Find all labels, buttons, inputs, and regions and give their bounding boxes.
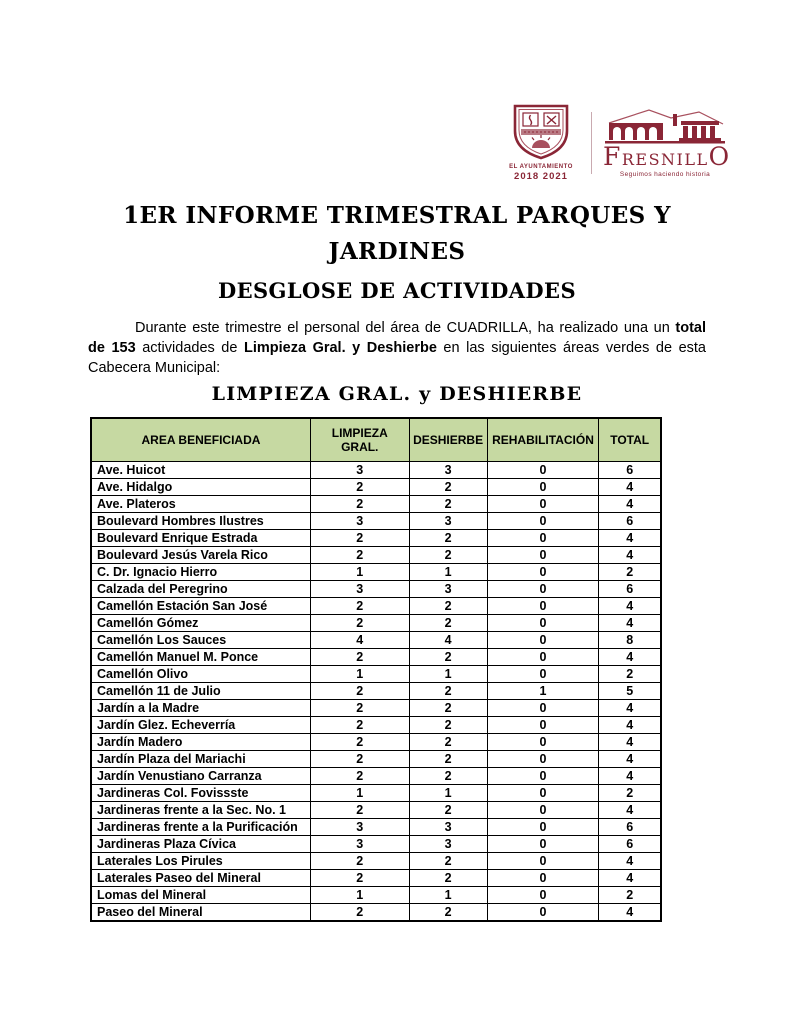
value-cell: 4 — [599, 496, 661, 513]
value-cell: 3 — [409, 819, 487, 836]
table-row — [91, 700, 661, 717]
table-row — [91, 462, 661, 479]
crest-caption: EL AYUNTAMIENTO — [509, 164, 573, 170]
value-cell: 1 — [409, 564, 487, 581]
table-row — [91, 649, 661, 666]
value-cell: 0 — [487, 887, 599, 904]
column-header: DESHIERBE — [409, 418, 487, 462]
value-cell: 0 — [487, 513, 599, 530]
column-header: LIMPIEZA GRAL. — [310, 418, 409, 462]
value-cell: 4 — [599, 547, 661, 564]
paragraph-segment: actividades de — [135, 340, 244, 356]
value-cell: 2 — [409, 717, 487, 734]
value-cell: 2 — [310, 479, 409, 496]
value-cell: 2 — [599, 887, 661, 904]
area-cell: Ave. Huicot — [91, 462, 310, 479]
value-cell: 2 — [599, 666, 661, 683]
table-row — [91, 581, 661, 598]
value-cell: 1 — [310, 887, 409, 904]
area-cell: Camellón Olivo — [91, 666, 310, 683]
value-cell: 2 — [409, 700, 487, 717]
table-row — [91, 870, 661, 887]
column-header: TOTAL — [599, 418, 661, 462]
value-cell: 6 — [599, 581, 661, 598]
table-row — [91, 666, 661, 683]
value-cell: 3 — [310, 836, 409, 853]
value-cell: 1 — [409, 785, 487, 802]
value-cell: 4 — [599, 530, 661, 547]
table-row — [91, 496, 661, 513]
area-cell: Jardín Venustiano Carranza — [91, 768, 310, 785]
value-cell: 3 — [409, 836, 487, 853]
area-cell: Camellón 11 de Julio — [91, 683, 310, 700]
table-row — [91, 513, 661, 530]
page-title — [88, 198, 706, 270]
area-cell: Jardín Plaza del Mariachi — [91, 751, 310, 768]
value-cell: 4 — [599, 904, 661, 922]
area-cell: Jardín Glez. Echeverría — [91, 717, 310, 734]
value-cell: 1 — [409, 887, 487, 904]
fresnillo-tagline: Seguimos haciendo historia — [619, 171, 711, 178]
table-row — [91, 836, 661, 853]
area-cell: Jardineras frente a la Purificación — [91, 819, 310, 836]
value-cell: 2 — [409, 904, 487, 922]
value-cell: 2 — [409, 598, 487, 615]
value-cell: 3 — [310, 462, 409, 479]
value-cell: 2 — [310, 870, 409, 887]
value-cell: 4 — [599, 479, 661, 496]
value-cell: 2 — [310, 751, 409, 768]
value-cell: 2 — [409, 870, 487, 887]
value-cell: 4 — [599, 649, 661, 666]
value-cell: 4 — [310, 632, 409, 649]
table-header-row — [91, 418, 661, 462]
table-row — [91, 751, 661, 768]
value-cell: 0 — [487, 479, 599, 496]
value-cell: 3 — [409, 513, 487, 530]
value-cell: 2 — [599, 785, 661, 802]
value-cell: 4 — [599, 615, 661, 632]
value-cell: 2 — [409, 683, 487, 700]
value-cell: 2 — [409, 547, 487, 564]
value-cell: 4 — [599, 598, 661, 615]
table-row — [91, 819, 661, 836]
area-cell: Lomas del Mineral — [91, 887, 310, 904]
value-cell: 8 — [599, 632, 661, 649]
value-cell: 2 — [599, 564, 661, 581]
value-cell: 2 — [310, 802, 409, 819]
table-row — [91, 853, 661, 870]
value-cell: 4 — [409, 632, 487, 649]
area-cell: Jardineras frente a la Sec. No. 1 — [91, 802, 310, 819]
value-cell: 2 — [409, 649, 487, 666]
fresnillo-building-icon — [603, 107, 727, 147]
value-cell: 4 — [599, 717, 661, 734]
value-cell: 6 — [599, 819, 661, 836]
table-row — [91, 598, 661, 615]
table-row — [91, 768, 661, 785]
value-cell: 3 — [409, 581, 487, 598]
value-cell: 4 — [599, 853, 661, 870]
logo-divider — [591, 112, 592, 174]
table-row — [91, 479, 661, 496]
value-cell: 0 — [487, 530, 599, 547]
area-cell: C. Dr. Ignacio Hierro — [91, 564, 310, 581]
area-cell: Boulevard Enrique Estrada — [91, 530, 310, 547]
value-cell: 2 — [310, 734, 409, 751]
activities-table — [90, 417, 662, 922]
value-cell: 0 — [487, 547, 599, 564]
paragraph-segment: Limpieza Gral. y Deshierbe — [243, 340, 437, 356]
value-cell: 0 — [487, 649, 599, 666]
value-cell: 3 — [409, 462, 487, 479]
value-cell: 0 — [487, 819, 599, 836]
table-row — [91, 887, 661, 904]
crest-years: 2018 2021 — [514, 171, 568, 182]
value-cell: 6 — [599, 836, 661, 853]
table-row — [91, 547, 661, 564]
value-cell: 1 — [310, 785, 409, 802]
value-cell: 1 — [409, 666, 487, 683]
page-title-line1: 1ER INFORME TRIMESTRAL PARQUES Y — [123, 202, 671, 229]
value-cell: 0 — [487, 734, 599, 751]
wordmark-middle: RESNILL — [621, 150, 709, 169]
municipal-crest — [502, 104, 580, 182]
area-cell: Laterales Los Pirules — [91, 853, 310, 870]
value-cell: 2 — [409, 479, 487, 496]
value-cell: 6 — [599, 462, 661, 479]
value-cell: 2 — [310, 683, 409, 700]
area-cell: Boulevard Hombres Ilustres — [91, 513, 310, 530]
paragraph-segment: Durante este trimestre el personal del área de CUADRILLA, ha realizado una un — [135, 320, 676, 336]
page-title-line2: JARDINES — [328, 238, 466, 265]
wordmark-final: O — [708, 142, 731, 171]
value-cell: 2 — [409, 802, 487, 819]
value-cell: 2 — [310, 496, 409, 513]
value-cell: 4 — [599, 700, 661, 717]
value-cell: 2 — [409, 496, 487, 513]
value-cell: 2 — [310, 700, 409, 717]
table-body — [91, 462, 661, 922]
area-cell: Jardín a la Madre — [91, 700, 310, 717]
value-cell: 2 — [409, 615, 487, 632]
value-cell: 1 — [487, 683, 599, 700]
value-cell: 0 — [487, 717, 599, 734]
value-cell: 5 — [599, 683, 661, 700]
value-cell: 0 — [487, 700, 599, 717]
value-cell: 2 — [310, 598, 409, 615]
table-row — [91, 717, 661, 734]
value-cell: 2 — [409, 530, 487, 547]
value-cell: 3 — [310, 581, 409, 598]
value-cell: 0 — [487, 768, 599, 785]
fresnillo-wordmark — [603, 142, 731, 171]
value-cell: 0 — [487, 802, 599, 819]
value-cell: 4 — [599, 870, 661, 887]
column-header: AREA BENEFICIADA — [91, 418, 310, 462]
value-cell: 0 — [487, 581, 599, 598]
area-cell: Camellón Los Sauces — [91, 632, 310, 649]
fresnillo-logo — [603, 107, 731, 179]
value-cell: 2 — [409, 853, 487, 870]
value-cell: 2 — [310, 768, 409, 785]
value-cell: 0 — [487, 496, 599, 513]
area-cell: Ave. Hidalgo — [91, 479, 310, 496]
table-row — [91, 802, 661, 819]
value-cell: 2 — [409, 734, 487, 751]
value-cell: 0 — [487, 836, 599, 853]
value-cell: 2 — [310, 547, 409, 564]
area-cell: Jardineras Plaza Cívica — [91, 836, 310, 853]
area-cell: Laterales Paseo del Mineral — [91, 870, 310, 887]
value-cell: 3 — [310, 819, 409, 836]
main-content — [88, 198, 706, 922]
value-cell: 0 — [487, 904, 599, 922]
table-row — [91, 632, 661, 649]
value-cell: 1 — [310, 666, 409, 683]
table-row — [91, 683, 661, 700]
value-cell: 2 — [409, 768, 487, 785]
value-cell: 1 — [310, 564, 409, 581]
value-cell: 0 — [487, 853, 599, 870]
header-logos — [502, 104, 731, 182]
area-cell: Camellón Manuel M. Ponce — [91, 649, 310, 666]
table-row — [91, 785, 661, 802]
area-cell: Paseo del Mineral — [91, 904, 310, 922]
value-cell: 2 — [310, 649, 409, 666]
page-subtitle: DESGLOSE DE ACTIVIDADES — [217, 278, 577, 303]
section-title: LIMPIEZA GRAL. y DESHIERBE — [211, 383, 583, 405]
value-cell: 3 — [310, 513, 409, 530]
paragraph-segment: total de 153 — [88, 320, 706, 356]
area-cell: Calzada del Peregrino — [91, 581, 310, 598]
value-cell: 2 — [310, 904, 409, 922]
table-row — [91, 734, 661, 751]
value-cell: 4 — [599, 734, 661, 751]
paragraph-segment: en las siguientes áreas verdes de esta Cabecera Municipal: — [88, 340, 706, 376]
column-header: REHABILITACIÓN — [487, 418, 599, 462]
area-cell: Camellón Gómez — [91, 615, 310, 632]
crest-shield-icon — [502, 104, 580, 162]
value-cell: 0 — [487, 598, 599, 615]
table-row — [91, 904, 661, 922]
value-cell: 0 — [487, 751, 599, 768]
area-cell: Camellón Estación San José — [91, 598, 310, 615]
value-cell: 0 — [487, 870, 599, 887]
value-cell: 2 — [310, 717, 409, 734]
table-row — [91, 530, 661, 547]
value-cell: 2 — [310, 530, 409, 547]
table-row — [91, 615, 661, 632]
value-cell: 0 — [487, 615, 599, 632]
value-cell: 4 — [599, 751, 661, 768]
intro-paragraph — [88, 318, 706, 378]
table-row — [91, 564, 661, 581]
value-cell: 4 — [599, 802, 661, 819]
value-cell: 0 — [487, 564, 599, 581]
area-cell: Jardín Madero — [91, 734, 310, 751]
value-cell: 6 — [599, 513, 661, 530]
value-cell: 0 — [487, 462, 599, 479]
wordmark-initial: F — [603, 142, 622, 171]
area-cell: Jardineras Col. Fovissste — [91, 785, 310, 802]
value-cell: 4 — [599, 768, 661, 785]
value-cell: 0 — [487, 632, 599, 649]
value-cell: 2 — [310, 853, 409, 870]
value-cell: 2 — [409, 751, 487, 768]
value-cell: 0 — [487, 785, 599, 802]
area-cell: Boulevard Jesús Varela Rico — [91, 547, 310, 564]
value-cell: 2 — [310, 615, 409, 632]
value-cell: 0 — [487, 666, 599, 683]
area-cell: Ave. Plateros — [91, 496, 310, 513]
